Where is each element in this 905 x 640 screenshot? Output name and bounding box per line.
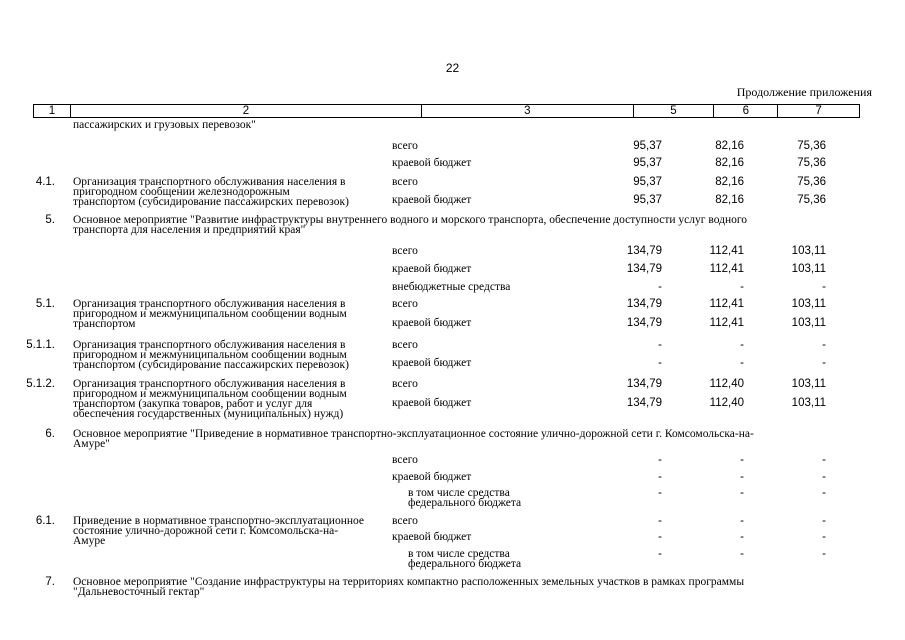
value-col5: -	[658, 357, 662, 369]
value-col6: -	[740, 487, 744, 499]
value-col5: 134,79	[626, 245, 662, 257]
value-col6: -	[740, 548, 744, 560]
value-col7: 103,11	[791, 245, 826, 257]
value-col6: 112,40	[709, 397, 744, 409]
item-description: Организация транспортного обслуживания населения в пригородном и межмуниципальном сообщении водным транспортом (субсидирование пассажирских перевозок)	[73, 339, 349, 371]
value-col5: 134,79	[626, 378, 662, 390]
continuation-note: Продолжение приложения	[736, 85, 872, 99]
value-col6: -	[740, 454, 744, 466]
item-description: Организация транспортного обслуживания населения в пригородном и межмуниципальном сообщении водным транспортом (закупка товаров, работ и услуг для обеспечения государственных (муниципальных) нужд)	[73, 378, 347, 420]
header-col-2: 2	[71, 105, 422, 117]
value-col5: -	[658, 281, 662, 293]
funding-source-label: краевой бюджет	[392, 357, 472, 369]
value-col7: -	[822, 531, 826, 543]
value-col6: 82,16	[715, 140, 744, 152]
value-col5: 134,79	[626, 397, 662, 409]
value-col5: 95,37	[633, 176, 662, 188]
funding-source-label: всего	[392, 339, 418, 351]
value-col5: -	[658, 515, 662, 527]
value-col6: 82,16	[715, 194, 744, 206]
value-col7: -	[822, 454, 826, 466]
value-col5: -	[658, 531, 662, 543]
value-col5: 95,37	[633, 194, 662, 206]
value-col7: 103,11	[791, 317, 826, 329]
item-description: Организация транспортного обслуживания населения в пригородном сообщении железнодорожным транспортом (субсидирование пассажирских перевозок)	[73, 176, 349, 208]
value-col6: 82,16	[715, 157, 744, 169]
value-col7: -	[822, 487, 826, 499]
item-description: Основное мероприятие "Создание инфраструктуры на территориях компактно расположенных земельных участков в рамках программы "Дальневосточный гектар"	[73, 576, 745, 598]
value-col6: -	[740, 281, 744, 293]
value-col6: 112,40	[709, 378, 744, 390]
funding-source-label: краевой бюджет	[392, 157, 472, 169]
header-col-5: 5	[634, 105, 715, 117]
value-col5: -	[658, 339, 662, 351]
funding-source-label: внебюджетные средства	[392, 281, 511, 293]
funding-source-label: краевой бюджет	[392, 471, 472, 483]
value-col5: 95,37	[633, 157, 662, 169]
value-col5: -	[658, 454, 662, 466]
value-col5: -	[658, 471, 662, 483]
item-description: Основное мероприятие "Приведение в нормативное транспортно-эксплуатационное состояние улично-дорожной сети г. Комсомольска-на- Амуре"	[73, 428, 754, 450]
value-col5: 95,37	[633, 140, 662, 152]
header-col-1: 1	[34, 105, 71, 117]
value-col6: -	[740, 339, 744, 351]
value-col6: 112,41	[709, 317, 744, 329]
value-col5: -	[658, 548, 662, 560]
value-col5: 134,79	[626, 317, 662, 329]
value-col6: 112,41	[709, 298, 744, 310]
carry-over-text: пассажирских и грузовых перевозок"	[73, 119, 256, 131]
funding-source-label: всего	[392, 378, 418, 390]
item-description: Приведение в нормативное транспортно-эксплуатационное состояние улично-дорожной сети г. Комсомольска-на- Амуре	[73, 515, 365, 547]
item-number: 5.	[45, 214, 55, 226]
value-col6: -	[740, 515, 744, 527]
value-col7: 103,11	[791, 263, 826, 275]
value-col7: 75,36	[797, 140, 826, 152]
value-col7: 103,11	[791, 397, 826, 409]
value-col7: 75,36	[797, 194, 826, 206]
page-number: 22	[445, 61, 460, 75]
header-col-7: 7	[815, 105, 822, 117]
item-number: 5.1.2.	[26, 378, 55, 390]
value-col6: 112,41	[709, 245, 744, 257]
funding-source-label: всего	[392, 140, 418, 152]
funding-source-label: всего	[392, 245, 418, 257]
funding-source-label: краевой бюджет	[392, 194, 472, 206]
value-col6: -	[740, 357, 744, 369]
item-number: 4.1.	[35, 176, 55, 188]
item-number: 6.	[45, 428, 55, 440]
table-header-row	[33, 104, 860, 118]
item-number: 7.	[45, 576, 55, 588]
funding-source-label: краевой бюджет	[392, 531, 472, 543]
funding-source-label: краевой бюджет	[392, 263, 472, 275]
value-col7: 103,11	[791, 378, 826, 390]
value-col5: 134,79	[626, 298, 662, 310]
value-col7: -	[822, 471, 826, 483]
header-col-3: 3	[422, 105, 633, 117]
funding-source-label: краевой бюджет	[392, 317, 472, 329]
item-number: 5.1.1.	[26, 339, 55, 351]
funding-source-label: всего	[392, 454, 418, 466]
item-description: Основное мероприятие "Развитие инфраструктуры внутреннего водного и морского транспорта, обеспечение доступности услуг водного транспорта для населения и предприятий края"	[73, 214, 748, 236]
value-col6: 112,41	[709, 263, 744, 275]
value-col7: -	[822, 281, 826, 293]
value-col7: 75,36	[797, 176, 826, 188]
funding-source-label: всего	[392, 298, 418, 310]
value-col7: -	[822, 548, 826, 560]
value-col6: -	[740, 531, 744, 543]
value-col7: -	[822, 339, 826, 351]
header-col-6: 6	[714, 105, 778, 117]
value-col6: 82,16	[715, 176, 744, 188]
item-number: 5.1.	[35, 298, 55, 310]
value-col6: -	[740, 471, 744, 483]
funding-source-label: в том числе средства федерального бюджета	[408, 548, 522, 570]
value-col7: -	[822, 357, 826, 369]
funding-source-label: краевой бюджет	[392, 397, 472, 409]
value-col5: 134,79	[626, 263, 662, 275]
value-col7: -	[822, 515, 826, 527]
item-description: Организация транспортного обслуживания населения в пригородном и межмуниципальном сообщении водным транспортом	[73, 298, 347, 330]
funding-source-label: всего	[392, 515, 418, 527]
value-col7: 75,36	[797, 157, 826, 169]
funding-source-label: всего	[392, 176, 418, 188]
value-col5: -	[658, 487, 662, 499]
value-col7: 103,11	[791, 298, 826, 310]
item-number: 6.1.	[35, 515, 55, 527]
funding-source-label: в том числе средства федерального бюджета	[408, 487, 522, 509]
